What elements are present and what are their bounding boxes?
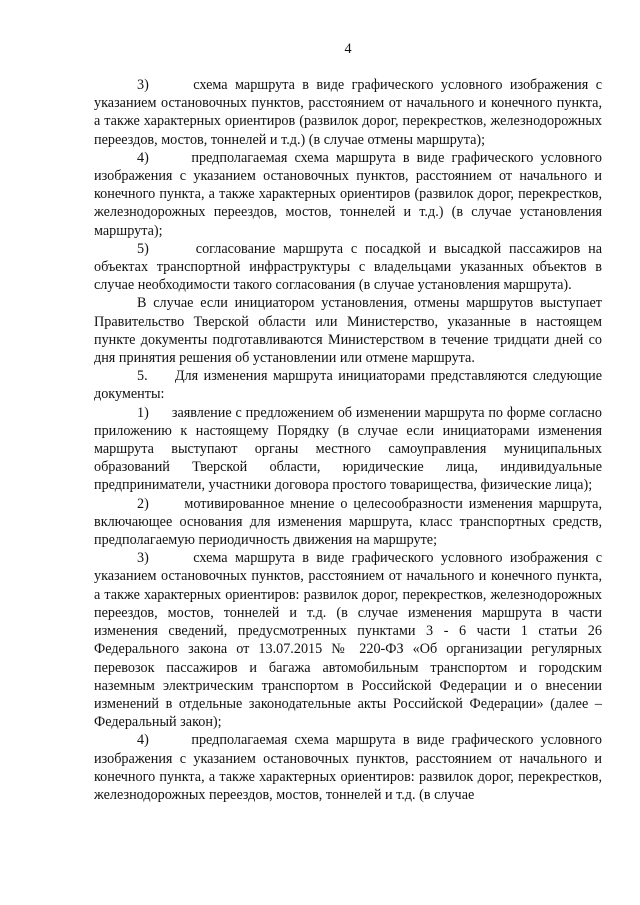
paragraph-section-5-heading: 5. Для изменения маршрута инициаторами представляются следующие документы: bbox=[94, 368, 602, 403]
paragraph-initiator-government: В случае если инициатором установления, отмены маршрутов выступает Правительство Тверской области или Министерство, указанные в настоящем пункте документы подготавливаются Министерством в течение тридцати дней со дня принятия решения об установлении или отмене маршрута. bbox=[94, 295, 602, 367]
paragraph-item-3-route-scheme-cancel: 3) схема маршрута в виде графического условного изображения с указанием остановочных пунктов, расстоянием от начального и конечного пункта, а также характерных ориентиров (развилок дорог, перекрестков, железнодорожных переездов, мостов, тоннелей и т.д.) (в случае отмены маршрута); bbox=[94, 77, 602, 148]
paragraph-item-4-proposed-scheme-establish: 4) предполагаемая схема маршрута в виде графического условного изображения с указанием остановочных пунктов, расстоянием от начального и конечного пункта, а также характерных ориентиров (развилок дорог, перекрестков, железнодорожных переездов, мостов, тоннелей и т.д.) (в случае установления маршрута); bbox=[94, 149, 602, 239]
paragraph-item-3-route-scheme-change: 3) схема маршрута в виде графического условного изображения с указанием остановочных пунктов, расстоянием от начального и конечного пункта, а также характерных ориентиров: развилок дорог, перекрестков, железнодорожных переездов, мостов, тоннелей и т.д. (в случае изменения маршрута в части изменения сведений, предусмотренных пунктами 3 - 6 части 1 статьи 26 Федерального закона от 13.07.2015 № 220-ФЗ «Об организации регулярных перевозок пассажиров и багажа автомобильным транспортом и городским наземным электрическим транспортом в Российской Федерации и о внесении изменений в отдельные законодательные акты Российской Федерации» (далее – Федеральный закон); bbox=[94, 550, 602, 731]
page-number: 4 bbox=[344, 41, 352, 57]
paragraph-item-4-proposed-scheme-change: 4) предполагаемая схема маршрута в виде графического условного изображения с указанием остановочных пунктов, расстоянием от начального и конечного пункта, а также характерных ориентиров: развилок дорог, перекрестков, железнодорожных переездов, мостов, тоннелей и т.д. (в случае bbox=[94, 732, 602, 803]
paragraph-item-2-opinion: 2) мотивированное мнение о целесообразности изменения маршрута, включающее основания для изменения маршрута, класс транспортных средств, предполагаемую периодичность движения на маршруте; bbox=[94, 495, 602, 549]
paragraph-item-5-approval: 5) согласование маршрута с посадкой и высадкой пассажиров на объектах транспортной инфраструктуры с владельцами указанных объектов в случае необходимости такого согласования (в случае установления маршрута). bbox=[94, 240, 602, 294]
paragraph-item-1-application: 1) заявление с предложением об изменении маршрута по форме согласно приложению к настоящему Порядку (в случае если инициаторами изменения маршрута выступают органы местного самоуправления муниципальных образований Тверской области, юридические лица, индивидуальные предприниматели, участники договора простого товарищества, физические лица); bbox=[94, 404, 602, 494]
